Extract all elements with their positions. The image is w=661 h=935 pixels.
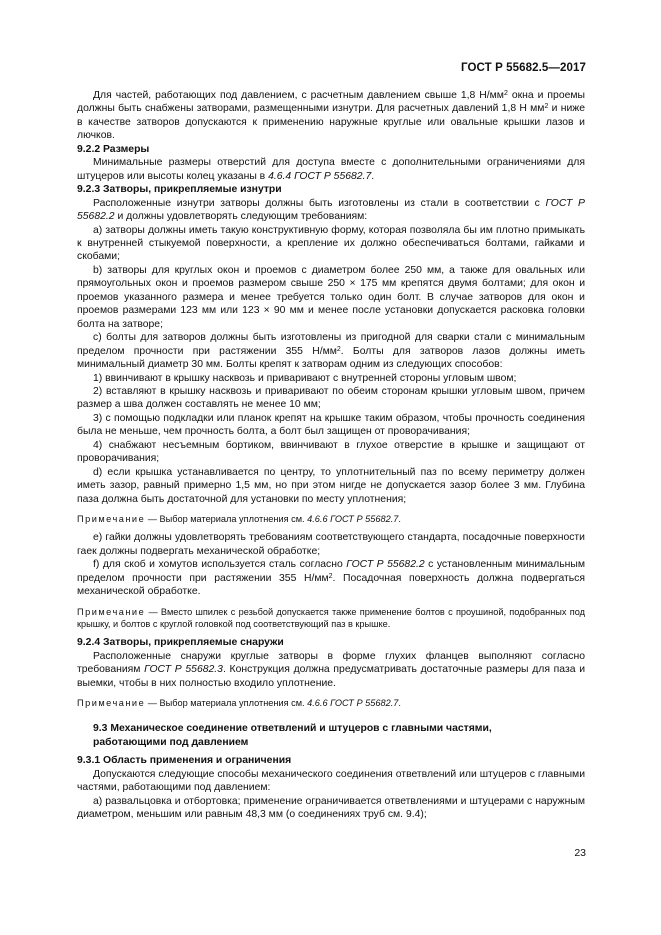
list-item: d) если крышка устанавливается по центру, то уплотнительный паз по всему периметру должен иметь зазор, равный примерно 1,5 мм, но при этом нигде не допускается зазор более 3 мм. Глубина паза должна быть достаточной для установки по месту уплотнения;	[77, 466, 585, 505]
list-item: а) развальцовка и отбортовка; применение ограничивается ответвлениями и штуцерами с наружным диаметром, меньшим или равным 48,3 мм (о соединениях труб см. 9.4);	[77, 795, 585, 821]
list-item: 2) вставляют в крышку насквозь и приваривают по обеим сторонам крышки угловым швом, причем размер а шва должен составлять не менее 10 мм;	[77, 385, 585, 411]
standard-reference: 4.6.4 ГОСТ Р 55682.7	[268, 170, 372, 182]
list-item: 3) с помощью подкладки или планок крепят на крышке таким образом, чтобы прочность соединения была не меньше, чем прочность болта, а болт был защищен от проворачивания;	[77, 412, 585, 438]
note: Примечание — Вместо шпилек с резьбой допускается также применение болтов с проушиной, подобранных под крышку, и болтов с круглой головкой под соответствующий паз в крышке.	[77, 606, 585, 629]
document-header: ГОСТ Р 55682.5—2017	[461, 62, 586, 74]
standard-reference: 4.6.6 ГОСТ Р 55682.7	[307, 698, 399, 709]
paragraph: Допускаются следующие способы механического соединения ответвлений или штуцеров с главными частями, работающими под давлением:	[77, 768, 585, 794]
section-heading: 9.2.2 Размеры	[77, 143, 150, 155]
paragraph: Минимальные размеры отверстий для доступа вместе с дополнительными ограничениями для штуцеров или высоты колец указаны в 4.6.4 ГОСТ Р 55682.7.	[77, 157, 585, 182]
list-item: e) гайки должны удовлетворять требованиям соответствующего стандарта, посадочные поверхности гаек должны подвергать механической обработке;	[77, 532, 585, 557]
paragraph: Для частей, работающих под давлением, с расчетным давлением свыше 1,8 $Н/мм^2$ окна и проемы должны быть снабжены затворами, размещенными изнутри. Для расчетных давлений 1,8 Н $мм^2$ и ниже в качестве затворов допускаются к применению наружные круглые или овальные крышки лазов и лючков.	[77, 90, 585, 142]
standard-reference: ГОСТ Р 55682.2	[346, 559, 425, 571]
list-item: 4) снабжают несъемным бортиком, ввинчивают в глухое отверстие в крышке и защищают от проворачивания;	[77, 439, 585, 465]
list-item: b) затворы для круглых окон и проемов с диаметром более 250 мм, а также для овальных или прямоугольных окон и проемов размером свыше 250 × 175 мм крепятся двумя болтами; для окон и проемов указанного размера и менее требуется только один болт. В случае затворов для окон и проемов размерами 123 мм или 123 × 90 мм и менее после установки допускается расковка головки болта на затворе;	[77, 264, 585, 330]
section-heading: 9.3.1 Область применения и ограничения	[77, 755, 292, 767]
section-heading: 9.2.3 Затворы, прикрепляемые изнутри	[77, 184, 282, 196]
note-label: Примечание	[77, 606, 146, 617]
standard-reference: ГОСТ Р 55682.3	[144, 664, 223, 676]
standard-reference: 4.6.6 ГОСТ Р 55682.7	[307, 514, 399, 525]
list-item: c) болты для затворов должны быть изготовлены из пригодной для сварки стали с минимальным пределом прочности при растяжении 355 $Н/мм^2$. Болты для затворов лазов должны иметь минимальный диаметр 30 мм. Болты крепят к затворам одним из следующих способов:	[77, 332, 585, 371]
list-item: 1) ввинчивают в крышку насквозь и приваривают с внутренней стороны угловым швом;	[93, 372, 517, 384]
note-label: Примечание	[77, 698, 146, 709]
page-number: 23	[574, 847, 586, 859]
note-label: Примечание	[77, 514, 146, 525]
list-item: а) затворы должны иметь такую конструктивную форму, которая позволяла бы им плотно примыкать к внутренней стыкуемой поверхности, а крепление их должно обеспечиваться болтами, гайками и скобами;	[77, 224, 585, 263]
note: Примечание — Выбор материала уплотнения см. 4.6.6 ГОСТ Р 55682.7.	[77, 698, 401, 709]
section-heading-major: 9.3 Механическое соединение ответвлений и штуцеров с главными частями, работающими под давлением	[93, 723, 492, 748]
list-item: f) для скоб и хомутов используется сталь согласно ГОСТ Р 55682.2 с установленным минимальным пределом прочности при растяжении 355 $Н/мм^2$. Посадочная поверхность должна подвергаться механической обработке.	[77, 559, 585, 598]
note: Примечание — Выбор материала уплотнения см. 4.6.6 ГОСТ Р 55682.7.	[77, 514, 401, 525]
section-heading: 9.2.4 Затворы, прикрепляемые снаружи	[77, 637, 284, 649]
document-body	[77, 89, 585, 821]
paragraph: Расположенные изнутри затворы должны быть изготовлены из стали в соответствии с ГОСТ Р 55682.2 и должны удовлетворять следующим требованиям:	[77, 197, 585, 223]
standard-reference: ГОСТ Р 55682.2	[77, 197, 585, 223]
paragraph: Расположенные снаружи круглые затворы в форме глухих фланцев выполняют согласно требованиям ГОСТ Р 55682.3. Конструкция должна предусматривать достаточные размеры для паза и выемки, чтобы в них полностью входило уплотнение.	[77, 650, 585, 689]
